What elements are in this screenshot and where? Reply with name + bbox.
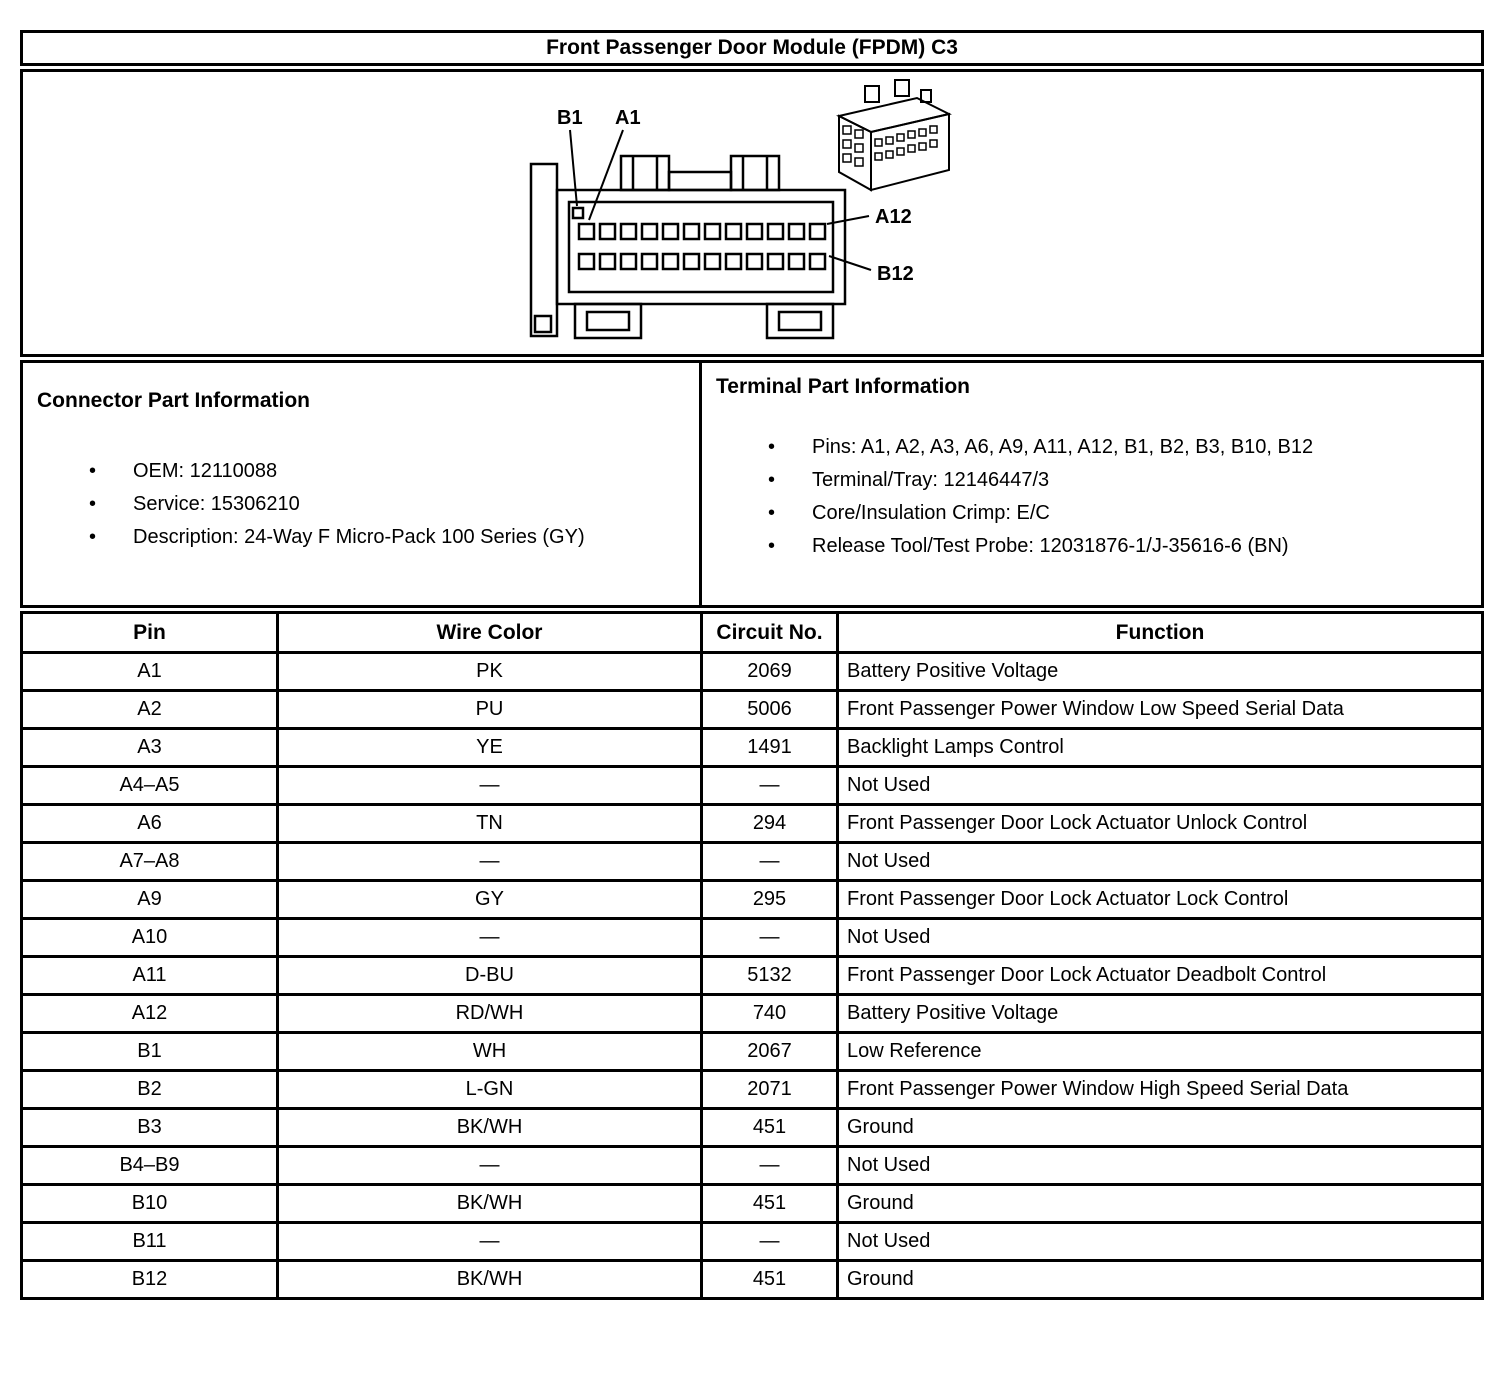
wire-color-cell: L-GN [278,1071,702,1109]
circuit-no-cell: 294 [702,805,838,843]
circuit-no-cell: 2069 [702,653,838,691]
circuit-no-cell: — [702,1147,838,1185]
bullet-text: Terminal/Tray: 12146447/3 [812,469,1050,491]
pin-cell: A7–A8 [22,843,278,881]
bullet-icon: • [768,535,776,557]
bullet-text: Release Tool/Test Probe: 12031876-1/J-35616-6 (BN) [812,535,1289,557]
bullet-text: Description: 24-Way F Micro-Pack 100 Series (GY) [133,526,585,548]
table-header-row [22,613,1483,653]
pin-grid [579,224,825,269]
function-cell: Ground [838,1185,1483,1223]
part-info-row [20,360,1484,608]
bullet-icon: • [768,502,776,524]
pin-cell: A1 [22,653,278,691]
bullet-icon: • [768,436,776,458]
bullet-icon: • [89,493,97,515]
col-header-circuit-no: Circuit No. [702,613,838,653]
function-cell: Front Passenger Door Lock Actuator Deadbolt Control [838,957,1483,995]
table-row [22,1261,1483,1299]
function-cell: Not Used [838,1223,1483,1261]
table-row [22,805,1483,843]
function-cell: Not Used [838,767,1483,805]
function-cell: Not Used [838,919,1483,957]
bullet-text: Core/Insulation Crimp: E/C [812,502,1050,524]
pin-cell: A12 [22,995,278,1033]
connector-front-view [531,156,845,338]
circuit-no-cell: 2067 [702,1033,838,1071]
pin-table [20,611,1484,1300]
col-header-pin: Pin [22,613,278,653]
circuit-no-cell: 451 [702,1109,838,1147]
terminal-part-info-heading: Terminal Part Information [716,375,970,398]
pin-label-b1: B1 [557,107,583,129]
bullet-item [768,464,1467,497]
wire-color-cell: PK [278,653,702,691]
table-row [22,729,1483,767]
connector-part-info-panel [20,360,702,608]
table-row [22,881,1483,919]
table-row [22,1109,1483,1147]
wire-color-cell: YE [278,729,702,767]
circuit-no-cell: — [702,1223,838,1261]
table-row [22,1185,1483,1223]
table-row [22,767,1483,805]
circuit-no-cell: — [702,919,838,957]
table-row [22,1147,1483,1185]
pin-cell: A9 [22,881,278,919]
circuit-no-cell: 5006 [702,691,838,729]
pin-cell: B2 [22,1071,278,1109]
table-row [22,1071,1483,1109]
page-title: Front Passenger Door Module (FPDM) C3 [20,30,1484,66]
table-header [22,613,1483,653]
connector-part-info-heading: Connector Part Information [37,389,311,412]
table-row [22,691,1483,729]
wire-color-cell: GY [278,881,702,919]
table-row [22,995,1483,1033]
bullet-item [768,497,1467,530]
pin-hole-grid-left [843,126,863,166]
function-cell: Front Passenger Power Window High Speed Serial Data [838,1071,1483,1109]
table-row [22,957,1483,995]
circuit-no-cell: — [702,767,838,805]
pin-cell: B10 [22,1185,278,1223]
pin-label-b12: B12 [877,263,914,285]
wire-color-cell: TN [278,805,702,843]
function-cell: Ground [838,1261,1483,1299]
wire-color-cell: — [278,767,702,805]
wire-color-cell: — [278,919,702,957]
circuit-no-cell: 740 [702,995,838,1033]
connector-part-info-list [37,455,685,554]
terminal-part-info-panel [699,360,1484,608]
pin-cell: A10 [22,919,278,957]
table-body [22,653,1483,1299]
pin-cell: A11 [22,957,278,995]
connector-diagram [23,72,1481,354]
function-cell: Not Used [838,1147,1483,1185]
circuit-no-cell: 295 [702,881,838,919]
wire-color-cell: — [278,1223,702,1261]
table-row [22,1033,1483,1071]
bullet-text: OEM: 12110088 [133,460,278,482]
function-cell: Low Reference [838,1033,1483,1071]
wire-color-cell: BK/WH [278,1261,702,1299]
table-row [22,843,1483,881]
pin-cell: A6 [22,805,278,843]
circuit-no-cell: 1491 [702,729,838,767]
circuit-no-cell: — [702,843,838,881]
bullet-icon: • [89,526,97,548]
bullet-item [768,431,1467,464]
pin-cell: A2 [22,691,278,729]
pin-cell: A3 [22,729,278,767]
bullet-icon: • [768,469,776,491]
pin-label-a1: A1 [615,107,641,129]
pin-cell: B4–B9 [22,1147,278,1185]
circuit-no-cell: 5132 [702,957,838,995]
wire-color-cell: RD/WH [278,995,702,1033]
bullet-icon: • [89,460,97,482]
wire-color-cell: — [278,843,702,881]
function-cell: Front Passenger Door Lock Actuator Lock Control [838,881,1483,919]
leader-line-b12 [829,256,871,270]
pin-cell: A4–A5 [22,767,278,805]
leader-line-a1 [589,130,623,220]
wire-color-cell: — [278,1147,702,1185]
bullet-text: Pins: A1, A2, A3, A6, A9, A11, A12, B1, B2, B3, B10, B12 [812,436,1314,458]
wire-color-cell: BK/WH [278,1185,702,1223]
circuit-no-cell: 2071 [702,1071,838,1109]
pin-cell: B3 [22,1109,278,1147]
pin-hole-grid-right [875,126,937,160]
bullet-item [89,521,685,554]
function-cell: Battery Positive Voltage [838,995,1483,1033]
table-row [22,653,1483,691]
wire-color-cell: D-BU [278,957,702,995]
circuit-no-cell: 451 [702,1185,838,1223]
table-row [22,1223,1483,1261]
wire-color-cell: BK/WH [278,1109,702,1147]
terminal-part-info-list [716,431,1467,563]
bullet-text: Service: 15306210 [133,493,300,515]
leader-lines [570,130,871,270]
pin-cell: B1 [22,1033,278,1071]
function-cell: Not Used [838,843,1483,881]
table-row [22,919,1483,957]
col-header-function: Function [838,613,1483,653]
leader-line-b1 [570,130,577,206]
wire-color-cell: PU [278,691,702,729]
bullet-item [89,455,685,488]
pin-cell: B11 [22,1223,278,1261]
col-header-wire-color: Wire Color [278,613,702,653]
pin-label-a12: A12 [875,206,912,228]
function-cell: Battery Positive Voltage [838,653,1483,691]
function-cell: Ground [838,1109,1483,1147]
function-cell: Front Passenger Power Window Low Speed Serial Data [838,691,1483,729]
function-cell: Backlight Lamps Control [838,729,1483,767]
bullet-item [768,530,1467,563]
circuit-no-cell: 451 [702,1261,838,1299]
bullet-item [89,488,685,521]
wire-color-cell: WH [278,1033,702,1071]
pin-cell: B12 [22,1261,278,1299]
connector-diagram-panel [20,69,1484,357]
function-cell: Front Passenger Door Lock Actuator Unlock Control [838,805,1483,843]
